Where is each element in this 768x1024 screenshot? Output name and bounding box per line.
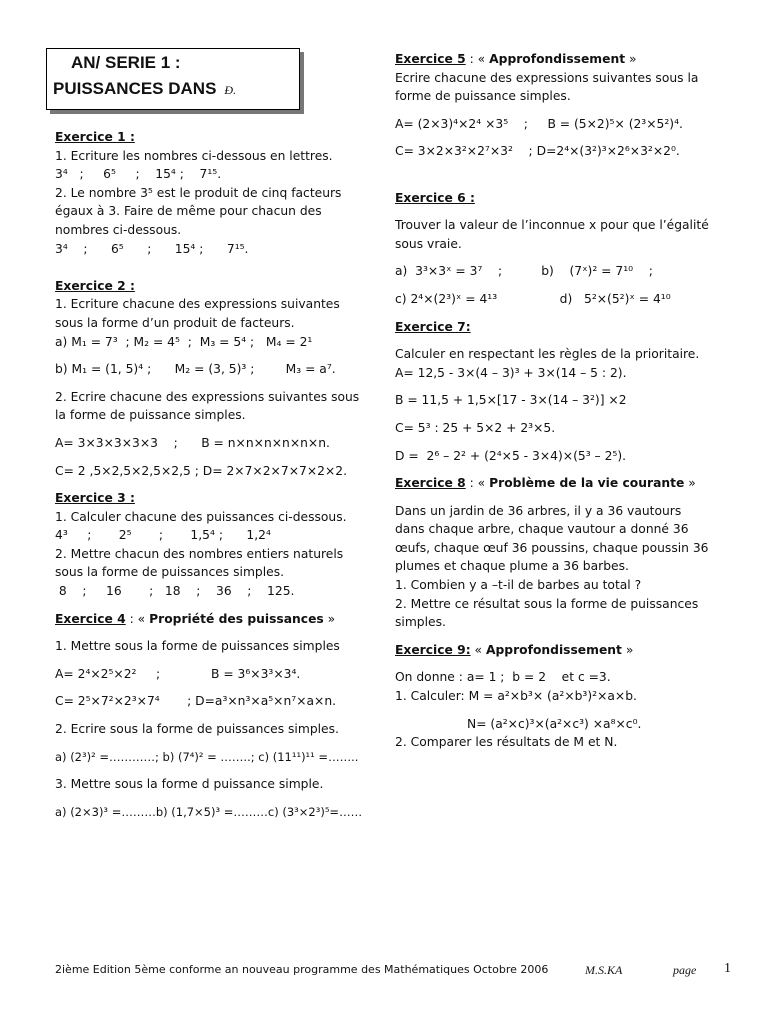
ex3-list1: 4³ ; 2⁵ ; 1,5⁴ ; 1,2⁴: [55, 528, 271, 543]
ex7-eqB: B = 11,5 + 1,5×[17 - 3×(14 – 3²)] ×2: [395, 393, 627, 408]
ex2-q1b: sous la forme d’un produit de facteurs.: [55, 315, 295, 330]
ex7-eqA: A= 12,5 - 3×(4 – 3)³ + 3×(14 – 5 : 2).: [395, 365, 627, 380]
ex8-sep: : «: [465, 476, 490, 491]
ex8-l4: plumes et chaque plume a 36 barbes.: [395, 559, 629, 574]
ex4-q2: 2. Ecrire sous la forme de puissances simples.: [55, 722, 339, 737]
ex6-title: Exercice 6 :: [395, 190, 475, 205]
ex8-q2b: simples.: [395, 615, 446, 630]
ex8-heading: [395, 474, 730, 493]
ex7-desc: Calculer en respectant les règles de la prioritaire.: [395, 347, 700, 362]
footer-author: M.S.KA: [585, 963, 623, 977]
footer: [55, 961, 731, 977]
ex1-q1: 1. Ecriture les nombres ci-dessous en lettres.: [55, 148, 333, 163]
right-column: [395, 50, 730, 752]
ex3-q2b: sous la forme de puissances simples.: [55, 565, 285, 580]
ex3-q2a: 2. Mettre chacun des nombres entiers naturels: [55, 546, 344, 561]
ex9-sep: «: [470, 642, 486, 657]
ex2-q1a: 1. Ecriture chacune des expressions suivantes: [55, 297, 340, 312]
ex8-l1: Dans un jardin de 36 arbres, il y a 36 vautours: [395, 503, 682, 518]
ex8-l3: œufs, chaque œuf 36 poussins, chaque poussin 36: [395, 540, 709, 555]
footer-page-number: 1: [724, 961, 731, 976]
ex9-subtitle: Approfondissement: [485, 642, 622, 657]
ex8-subtitle: Problème de la vie courante: [489, 476, 685, 491]
ex4-heading: [55, 610, 375, 629]
ex2-eqA: A= 3×3×3×3×3 ; B = n×n×n×n×n×n.: [55, 435, 330, 450]
ex1-title: Exercice 1 :: [55, 130, 135, 144]
ex1-q2c: nombres ci-dessous.: [55, 222, 182, 237]
ex1-list2: 3⁴ ; 6⁵ ; 15⁴ ; 7¹⁵.: [55, 241, 249, 256]
ex5-sep: : «: [465, 52, 490, 66]
ex4-q1: 1. Mettre sous la forme de puissances simples: [55, 639, 340, 654]
ex8-l2: dans chaque arbre, chaque vautour a donné 36: [395, 522, 689, 537]
ex5-desc2: forme de puissance simples.: [395, 89, 571, 104]
ex2-eqC: C= 2 ,5×2,5×2,5×2,5 ; D= 2×7×2×7×7×2×2.: [55, 463, 347, 478]
ex6-qc: c) 2⁴×(2³)ˣ = 4¹³ d) 5²×(5²)ˣ = 4¹⁰: [395, 291, 671, 306]
ex1-list1: 3⁴ ; 6⁵ ; 15⁴ ; 7¹⁵.: [55, 167, 222, 182]
ex2-qa: a) M₁ = 7³ ; M₂ = 4⁵ ; M₃ = 5⁴ ; M₄ = 2¹: [55, 334, 313, 349]
ex1-q2b: égaux à 3. Faire de même pour chacun des: [55, 204, 322, 219]
ex4-subtitle: Propriété des puissances: [149, 611, 324, 626]
footer-text: 2ième Edition 5ème conforme an nouveau programme des Mathématiques Octobre 2006: [55, 963, 549, 976]
ex4-q3: 3. Mettre sous la forme d puissance simple.: [55, 777, 324, 792]
ex8-q2a: 2. Mettre ce résultat sous la forme de puissances: [395, 596, 699, 611]
ex5-heading: [395, 50, 730, 69]
ex4-q3items: a) (2×3)³ =………b) (1,7×5)³ =………c) (3³×2³)⁵=……: [55, 804, 363, 819]
ex8-q1: 1. Combien y a –t-il de barbes au total ?: [395, 578, 642, 593]
ex9-q1: 1. Calculer: M = a²×b³× (a²×b³)²×a×b.: [395, 689, 637, 704]
ex3-list2: 8 ; 16 ; 18 ; 36 ; 125.: [55, 584, 295, 599]
ex9-given: On donne : a= 1 ; b = 2 et c =3.: [395, 670, 611, 685]
ex3-q1: 1. Calculer chacune des puissances ci-dessous.: [55, 509, 347, 524]
ex4-q2items: a) (2³)² =…………; b) (7⁴)² = ……..; c) (11¹¹)¹¹ =……..: [55, 749, 359, 764]
ex2-title: Exercice 2 :: [55, 278, 135, 293]
ex6-desc2: sous vraie.: [395, 236, 462, 251]
ex9-heading: [395, 641, 730, 660]
ex5-desc1: Ecrire chacune des expressions suivantes sous la: [395, 70, 699, 85]
title-line2-text: PUISSANCES DANS: [53, 79, 217, 98]
ex9-title: Exercice 9:: [395, 642, 471, 657]
ex4-eqC: C= 2⁵×7²×2³×7⁴ ; D=a³×n³×a⁵×n⁷×a×n.: [55, 694, 337, 709]
ex7-title: Exercice 7:: [395, 319, 471, 334]
ex4-eqA: A= 2⁴×2⁵×2² ; B = 3⁶×3³×3⁴.: [55, 666, 301, 681]
ex4-title: Exercice 4: [55, 611, 126, 626]
ex1-q2a: 2. Le nombre 3⁵ est le produit de cinq facteurs: [55, 185, 342, 200]
ex7-eqC: C= 5³ : 25 + 5×2 + 2³×5.: [395, 420, 556, 435]
ex5-title: Exercice 5: [395, 52, 466, 66]
ex8-close: »: [684, 476, 696, 491]
ex5-eqA: A= (2×3)⁴×2⁴ ×3⁵ ; B = (5×2)⁵× (2³×5²)⁴.: [395, 116, 683, 131]
ex5-subtitle: Approfondissement: [489, 52, 626, 66]
ex8-title: Exercice 8: [395, 476, 466, 491]
ex5-eqC: C= 3×2×3²×2⁷×3² ; D=2⁴×(3²)³×2⁶×3²×2⁰.: [395, 144, 680, 159]
ex4-close: »: [323, 611, 336, 626]
ex3-title: Exercice 3 :: [55, 491, 135, 506]
title-symbol: Ð.: [224, 83, 237, 97]
ex9-q2: 2. Comparer les résultats de M et N.: [395, 735, 618, 750]
left-column: [55, 50, 375, 821]
footer-page-label: page: [673, 963, 697, 977]
ex2-qb: b) M₁ = (1, 5)⁴ ; M₂ = (3, 5)³ ; M₃ = a⁷.: [55, 362, 336, 377]
ex4-sep: : «: [125, 611, 150, 626]
ex6-qa: a) 3³×3ˣ = 3⁷ ; b) (7ˣ)² = 7¹⁰ ;: [395, 264, 653, 279]
ex2-q2a: 2. Ecrire chacune des expressions suivantes sous: [55, 389, 360, 404]
ex9-close: »: [621, 642, 634, 657]
ex9-eqN: N= (a²×c)³×(a²×c³) ×a⁸×c⁰.: [467, 716, 642, 731]
ex7-eqD: D = 2⁶ – 2² + (2⁴×5 - 3×4)×(5³ – 2⁵).: [395, 448, 627, 463]
ex5-close: »: [625, 52, 637, 66]
title-line1: AN/ SERIE 1 :: [71, 53, 181, 72]
ex2-q2b: la forme de puissance simples.: [55, 408, 246, 423]
ex6-desc1: Trouver la valeur de l’inconnue x pour que l’égalité: [395, 218, 709, 233]
